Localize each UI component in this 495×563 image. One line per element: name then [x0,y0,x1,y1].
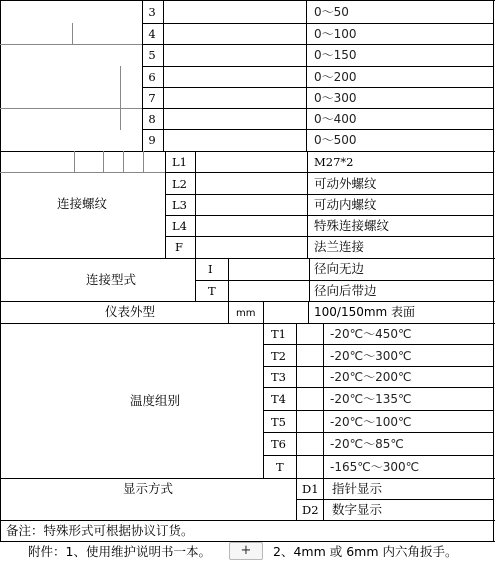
range-value: 0～400 [314,112,357,126]
range-code: 9 [148,133,156,147]
display-value: 指针显示 [332,481,383,496]
temp-code: T4 [271,392,286,406]
attachment-suffix: 2、4mm 或 6mm 内六角扳手。 [273,544,458,559]
temp-value: -165℃～300℃ [330,460,420,474]
note-text: 备注：特殊形式可根据协议订货。 [6,523,194,538]
range-value: 0～500 [314,133,357,147]
appearance-unit: mm [236,308,256,319]
temp-value: -20℃～135℃ [330,392,412,406]
temp-code: T2 [271,349,286,363]
temp-label: 温度组别 [129,393,181,408]
thread-value: 可动外螺纹 [314,176,377,191]
temp-code: T1 [271,327,286,341]
display-value: 数字显示 [332,502,383,517]
appearance-value: 100/150mm 表面 [314,305,416,319]
display-code: D2 [302,503,319,517]
thread-code: L2 [172,177,187,191]
thread-value: 法兰连接 [314,239,365,254]
thread-code: L3 [172,198,187,212]
range-value: 0～150 [314,48,357,62]
thread-code: L1 [172,155,187,169]
range-value: 0～300 [314,91,357,105]
temp-value: -20℃～100℃ [330,415,412,429]
range-code: 4 [148,27,156,41]
attachment-prefix: 附件：1、使用维护说明书一本。 [28,544,211,559]
conn-type-value: 径向无边 [314,261,365,276]
conn-type-code: T [208,284,216,298]
temp-value: -20℃～200℃ [330,370,412,384]
display-label: 显示方式 [122,481,174,496]
range-code: 7 [148,91,156,105]
thread-code: L4 [172,219,187,233]
range-value: 0～100 [314,27,357,41]
temp-code: T [276,460,284,474]
thread-code: F [175,240,183,254]
conn-type-code: I [208,262,213,276]
temp-code: T5 [271,415,286,429]
conn-type-label: 连接型式 [85,272,137,287]
range-code: 5 [148,48,156,62]
add-button[interactable] [229,542,263,560]
range-code: 8 [148,112,156,126]
range-code: 3 [148,5,156,19]
range-value: 0～200 [314,70,357,84]
thread-value: 可动内螺纹 [314,197,377,212]
thread-value: M27*2 [314,155,354,169]
range-value: 0～50 [314,5,349,19]
conn-type-value: 径向后带边 [314,283,377,298]
thread-label: 连接螺纹 [56,196,108,211]
temp-code: T6 [271,437,286,451]
temp-value: -20℃～450℃ [330,327,412,341]
temp-value: -20℃～85℃ [330,437,404,451]
thread-value: 特殊连接螺纹 [314,218,390,233]
temp-code: T3 [271,370,286,384]
display-code: D1 [302,482,319,496]
temp-value: -20℃～300℃ [330,349,412,363]
appearance-label: 仪表外型 [104,304,156,319]
plus-icon: + [240,543,252,558]
range-code: 6 [148,70,156,84]
